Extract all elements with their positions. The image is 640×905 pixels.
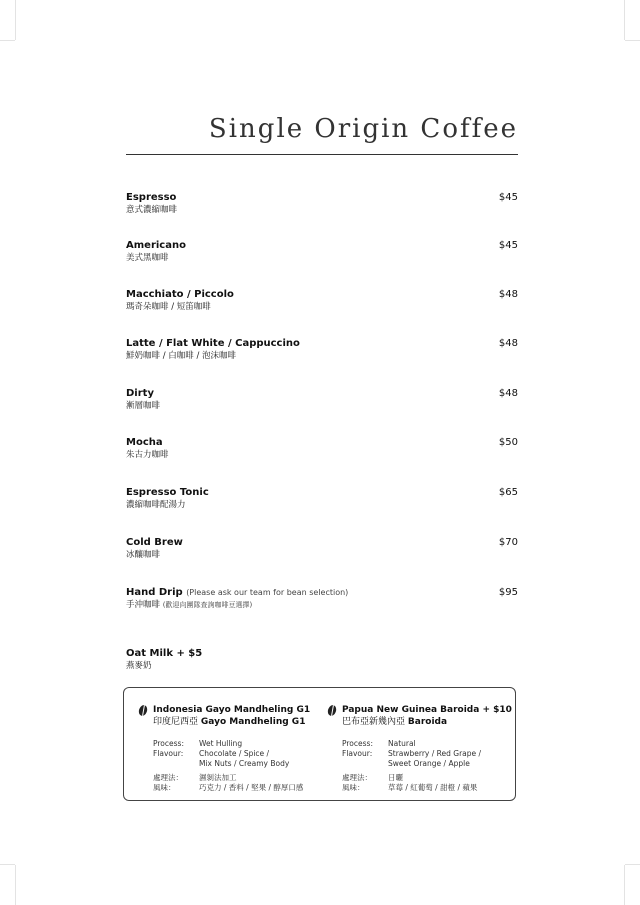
origin-name: Papua New Guinea Baroida + $10 — [342, 705, 512, 715]
process-value: Wet Hulling — [199, 739, 243, 748]
item-name-text: Hand Drip — [126, 587, 183, 598]
addon-name-zh: 燕麥奶 — [126, 661, 152, 671]
process-value-zh: 日曬 — [388, 773, 403, 782]
menu-item-espresso — [126, 192, 518, 216]
item-name: Macchiato / Piccolo — [126, 289, 234, 300]
item-name-zh: 冰釀咖啡 — [126, 550, 161, 560]
origin-name-zh-prefix: 印度尼西亞 — [153, 717, 199, 727]
item-name-zh: 意式濃縮咖啡 — [126, 205, 178, 215]
crop-mark — [625, 40, 640, 41]
menu-item-dirty — [126, 388, 518, 412]
flavour-label-zh: 風味： — [153, 783, 176, 792]
origin-name-zh-bold: Baroida — [407, 717, 448, 727]
flavour-label: Flavour: — [342, 749, 373, 758]
item-name: Americano — [126, 240, 186, 251]
item-price: $65 — [498, 487, 518, 498]
flavour-value-zh: 巧克力 / 香料 / 堅果 / 醇厚口感 — [199, 783, 304, 792]
title-divider — [126, 154, 518, 155]
item-price: $48 — [498, 388, 518, 399]
origin-name-zh — [342, 716, 513, 728]
process-value: Natural — [388, 739, 416, 748]
origin-specs — [139, 739, 324, 793]
menu-addon-oat-milk — [126, 648, 518, 672]
crop-mark — [0, 40, 15, 41]
item-price: $95 — [498, 587, 518, 598]
item-price: $48 — [498, 338, 518, 349]
item-name — [126, 587, 518, 599]
page-title: Single Origin Coffee — [208, 114, 518, 144]
item-name-zh: 瑪奇朵咖啡 / 短笛咖啡 — [126, 302, 211, 312]
item-name-zh: 美式黑咖啡 — [126, 253, 169, 263]
flavour-line: Sweet Orange / Apple — [388, 759, 470, 768]
item-name-zh — [126, 600, 518, 611]
item-note-zh: (歡迎向團隊查詢咖啡豆選擇) — [162, 601, 253, 609]
item-name-zh: 朱古力咖啡 — [126, 450, 169, 460]
flavour-label-zh: 風味： — [342, 783, 365, 792]
origin-name: Indonesia Gayo Mandheling G1 — [153, 705, 311, 715]
item-price: $48 — [498, 289, 518, 300]
item-name: Dirty — [126, 388, 154, 399]
process-label: Process: — [342, 739, 373, 748]
origin-name-zh-bold: Gayo Mandheling G1 — [200, 717, 306, 727]
origin-header — [328, 704, 513, 728]
item-name-zh: 漸層咖啡 — [126, 401, 161, 411]
flavour-line: Mix Nuts / Creamy Body — [199, 759, 290, 768]
coffee-bean-icon — [137, 704, 148, 717]
process-label-zh: 處理法： — [342, 773, 372, 782]
crop-mark — [0, 864, 15, 865]
menu-item-macchiato — [126, 289, 518, 313]
process-label-zh: 處理法： — [153, 773, 183, 782]
item-name: Espresso Tonic — [126, 487, 209, 498]
item-price: $45 — [498, 192, 518, 203]
item-price: $45 — [498, 240, 518, 251]
menu-item-americano — [126, 240, 518, 264]
item-name-zh-text: 手沖咖啡 — [126, 600, 161, 610]
menu-item-latte — [126, 338, 518, 362]
process-label: Process: — [153, 739, 184, 748]
item-price: $50 — [498, 437, 518, 448]
menu-item-espresso-tonic — [126, 487, 518, 511]
origin-name-zh-prefix: 巴布亞新幾內亞 — [342, 717, 406, 727]
flavour-value-zh: 草莓 / 紅葡萄 / 甜橙 / 蘋果 — [388, 783, 478, 792]
item-name: Latte / Flat White / Cappuccino — [126, 338, 300, 349]
addon-name: Oat Milk + $5 — [126, 648, 203, 659]
origin-papua-new-guinea — [328, 704, 513, 793]
crop-mark — [625, 864, 640, 865]
item-name-zh: 鮮奶咖啡 / 白咖啡 / 泡沫咖啡 — [126, 351, 237, 361]
flavour-line: Chocolate / Spice / — [199, 749, 270, 758]
flavour-value — [199, 749, 319, 769]
item-price: $70 — [498, 537, 518, 548]
flavour-label: Flavour: — [153, 749, 184, 758]
item-name: Mocha — [126, 437, 163, 448]
menu-item-hand-drip — [126, 587, 518, 611]
crop-mark — [624, 865, 625, 905]
menu-item-mocha — [126, 437, 518, 461]
item-name: Cold Brew — [126, 537, 183, 548]
crop-mark — [15, 865, 16, 905]
origin-indonesia — [139, 704, 324, 793]
flavour-value — [388, 749, 508, 769]
item-name: Espresso — [126, 192, 177, 203]
process-value-zh: 濕剝法加工 — [199, 773, 237, 782]
item-name-zh: 濃縮咖啡配湯力 — [126, 500, 186, 510]
crop-mark — [624, 0, 625, 40]
item-note: (Please ask our team for bean selection) — [186, 588, 349, 597]
origin-name-zh — [153, 716, 324, 728]
crop-mark — [15, 0, 16, 40]
origin-header — [139, 704, 324, 728]
flavour-line: Strawberry / Red Grape / — [388, 749, 482, 758]
menu-item-cold-brew — [126, 537, 518, 561]
coffee-bean-icon — [326, 704, 337, 717]
origin-specs — [328, 739, 513, 793]
single-origin-box — [123, 687, 516, 801]
